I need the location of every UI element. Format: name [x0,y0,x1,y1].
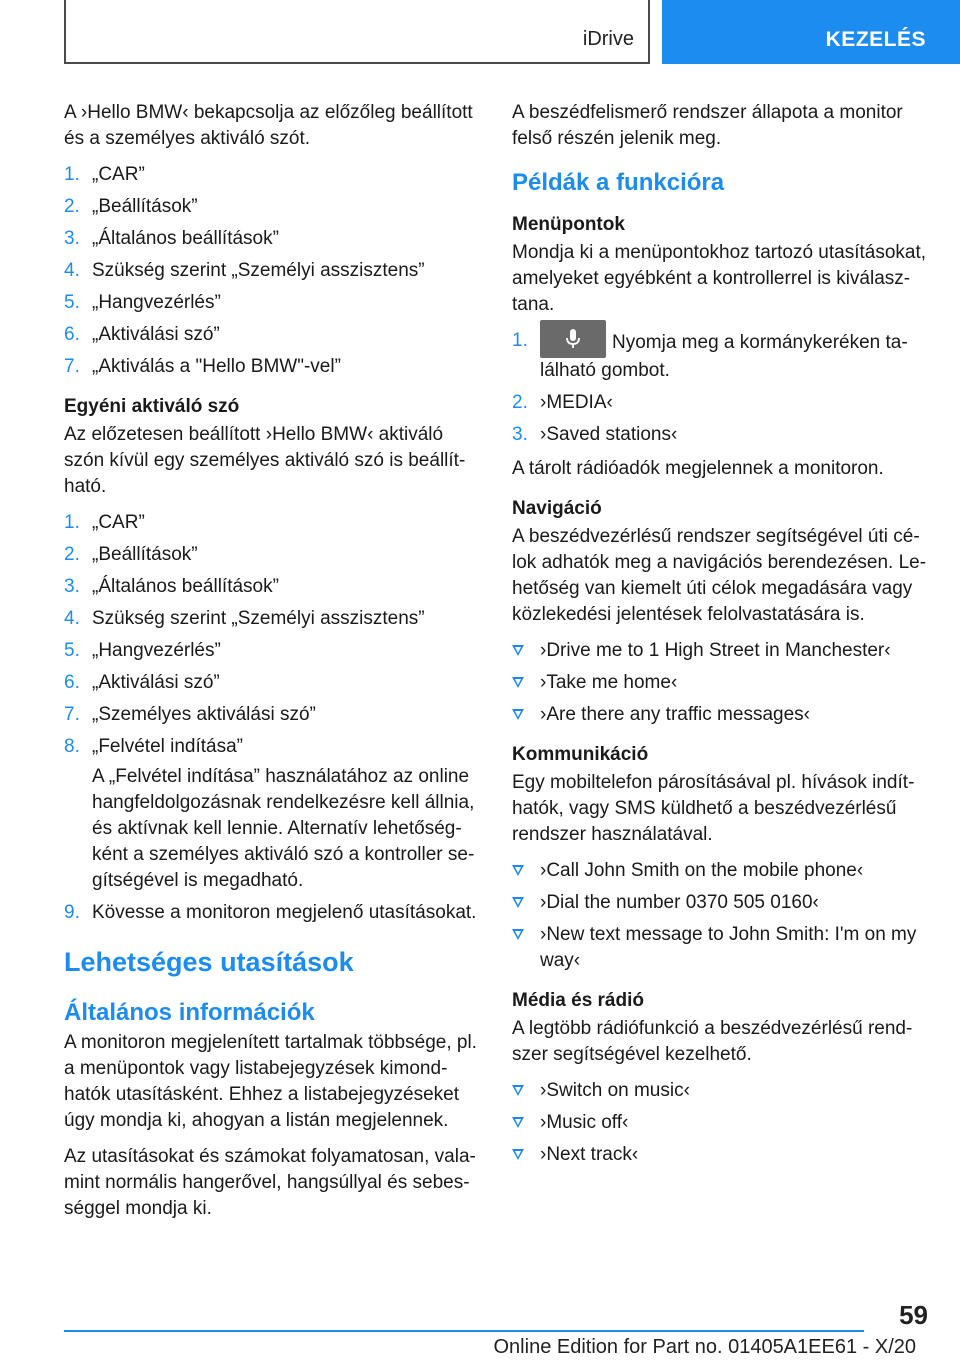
menu-items-text: Mondja ki a menüpontokhoz tartozó utasításokat, amelyeket egyébként a kontrollerrel is kiválasztana. [512,242,927,315]
list-item [512,890,932,916]
step-text: „CAR” [92,512,145,533]
list-item [64,606,480,632]
list-item [64,226,480,252]
list-item [64,510,480,536]
step-text: „Személyes aktiválási szó” [92,704,316,725]
step-text: „Általános beállítások” [92,228,279,249]
step-number: 8. [64,736,80,757]
microphone-button-icon [540,320,606,358]
menu-result-text: A tárolt rádióadók megjelennek a monitoron. [512,458,884,479]
communication-heading: Kommunikáció [512,744,649,765]
navigation-heading: Navigáció [512,498,602,519]
media-examples-list [512,1078,932,1168]
triangle-bullet-icon [512,1117,524,1128]
step-text: „Beállítások” [92,544,198,565]
footer-rule [64,1330,864,1332]
page-number: 59 [899,1300,928,1330]
step-number: 2. [64,196,80,217]
list-item [64,734,480,894]
triangle-bullet-icon [512,929,524,940]
example-command: ›New text message to John Smith: I'm on my way‹ [540,924,917,971]
list-item [512,1142,932,1168]
step-text: „Hangvezérlés” [92,292,221,313]
navigation-examples-list [512,638,932,728]
custom-wakeword-text: Az előzetesen beállított ›Hello BMW‹ aktiváló szón kívül egy személyes aktiváló szó is beállítható. [64,424,466,497]
step-number: 2. [512,392,528,413]
list-item [64,322,480,348]
communication-text: Egy mobiltelefon párosításával pl. hívások indíthatók, vagy SMS küldhető a beszédvezérlésű rendszer használatával. [512,772,915,845]
list-item [512,702,932,728]
step-number: 1. [512,330,528,351]
step-text: Szükség szerint „Személyi asszisztens” [92,608,425,629]
list-item [64,702,480,728]
step-number: 2. [64,544,80,565]
steps-list-activation [64,162,480,380]
step-number: 5. [64,292,80,313]
menu-items-heading: Menüpontok [512,214,625,235]
list-item [512,922,932,974]
step-number: 6. [64,672,80,693]
step-number: 7. [64,704,80,725]
list-item [64,670,480,696]
step-text: „Aktiválási szó” [92,324,220,345]
example-command: ›Call John Smith on the mobile phone‹ [540,860,864,881]
step-text: „Aktiválás a "Hello BMW"-vel” [92,356,341,377]
step-text: „Általános beállítások” [92,576,279,597]
step-text: ›Saved stations‹ [540,424,678,445]
step-number: 4. [64,608,80,629]
triangle-bullet-icon [512,1085,524,1096]
step-text: Kövesse a monitoron megjelenő utasításokat. [92,902,477,923]
triangle-bullet-icon [512,897,524,908]
step-number: 1. [64,164,80,185]
list-item [512,670,932,696]
list-item [64,542,480,568]
example-command: ›Dial the number 0370 505 0160‹ [540,892,819,913]
left-column [64,100,480,1232]
steps-list-menu [512,328,932,448]
triangle-bullet-icon [512,1149,524,1160]
list-item [512,858,932,884]
general-info-paragraph-1: A monitoron megjelenített tartalmak többsége, pl. a menüpontok vagy listabejegyzések kimondhatók utasításként. Ehhez a listabejegyzéseket úgy mondja ki, ahogyan a listán megjelennek. [64,1032,477,1131]
header-title: iDrive [582,28,634,50]
status-paragraph: A beszédfelismerő rendszer állapota a monitor felső részén jelenik meg. [512,102,903,149]
list-item [64,194,480,220]
step-text: „Felvétel indítása” [92,736,244,757]
list-item [64,290,480,316]
step-text: „CAR” [92,164,145,185]
example-command: ›Next track‹ [540,1144,639,1165]
step-number: 1. [64,512,80,533]
list-item [64,638,480,664]
header-section-label: KEZELÉS [825,28,926,51]
list-item [64,162,480,188]
step-text: „Aktiválási szó” [92,672,220,693]
header-section-tab [662,0,960,64]
step-text: „Hangvezérlés” [92,640,221,661]
list-item [512,1078,932,1104]
step-number: 3. [64,576,80,597]
example-command: ›Are there any traffic messages‹ [540,704,810,725]
list-item [64,900,480,926]
triangle-bullet-icon [512,677,524,688]
media-heading: Média és rádió [512,990,644,1011]
step-number: 4. [64,260,80,281]
list-item [64,258,480,284]
subsection-heading-general: Általános információk [64,999,315,1026]
example-command: ›Take me home‹ [540,672,678,693]
list-item [64,354,480,380]
media-text: A legtöbb rádiófunkció a beszédvezérlésű rendszer segítségével kezelhető. [512,1018,913,1065]
triangle-bullet-icon [512,709,524,720]
list-item [512,422,932,448]
step-number: 6. [64,324,80,345]
list-item [512,390,932,416]
communication-examples-list [512,858,932,974]
list-item [64,574,480,600]
footer-edition: Online Edition for Part no. 01405A1EE61 - X/20 [493,1336,916,1358]
list-item [512,328,932,384]
intro-paragraph: A ›Hello BMW‹ bekapcsolja az előzőleg beállított és a személyes aktiváló szót. [64,102,473,149]
step-number: 3. [64,228,80,249]
header-box [64,0,650,64]
example-command: ›Drive me to 1 High Street in Manchester‹ [540,640,891,661]
general-info-paragraph-2: Az utasításokat és számokat folyamatosan, valamint normális hangerővel, hangsúllyal és sebességgel mondja ki. [64,1146,476,1219]
step-note: A „Felvétel indítása” használatához az online hangfeldolgozásnak rendelkezésre kell állnia, és aktívnak kell lennie. Alternatív lehetőségként a személyes aktiváló szó a kontroller segítségével is megadható. [92,766,475,891]
examples-heading: Példák a funkcióra [512,169,725,196]
step-number: 5. [64,640,80,661]
triangle-bullet-icon [512,865,524,876]
list-item [512,1110,932,1136]
steps-list-custom-wakeword [64,510,480,926]
step-number: 7. [64,356,80,377]
step-number: 9. [64,902,80,923]
step-text: ›MEDIA‹ [540,392,613,413]
custom-wakeword-heading: Egyéni aktiváló szó [64,396,240,417]
step-text: Szükség szerint „Személyi asszisztens” [92,260,425,281]
example-command: ›Switch on music‹ [540,1080,690,1101]
example-command: ›Music off‹ [540,1112,629,1133]
triangle-bullet-icon [512,645,524,656]
step-text: Nyomja meg a kormánykeréken található gombot. [540,332,908,381]
right-column [512,100,932,1178]
step-number: 3. [512,424,528,445]
list-item [512,638,932,664]
navigation-text: A beszédvezérlésű rendszer segítségével úti célok adhatók meg a navigációs berendezésen. Lehetőség van kiemelt úti célok megadására vagy közlekedési jelentések felolvastatására is. [512,526,927,625]
step-text: „Beállítások” [92,196,198,217]
section-heading-commands: Lehetséges utasítások [64,947,354,977]
